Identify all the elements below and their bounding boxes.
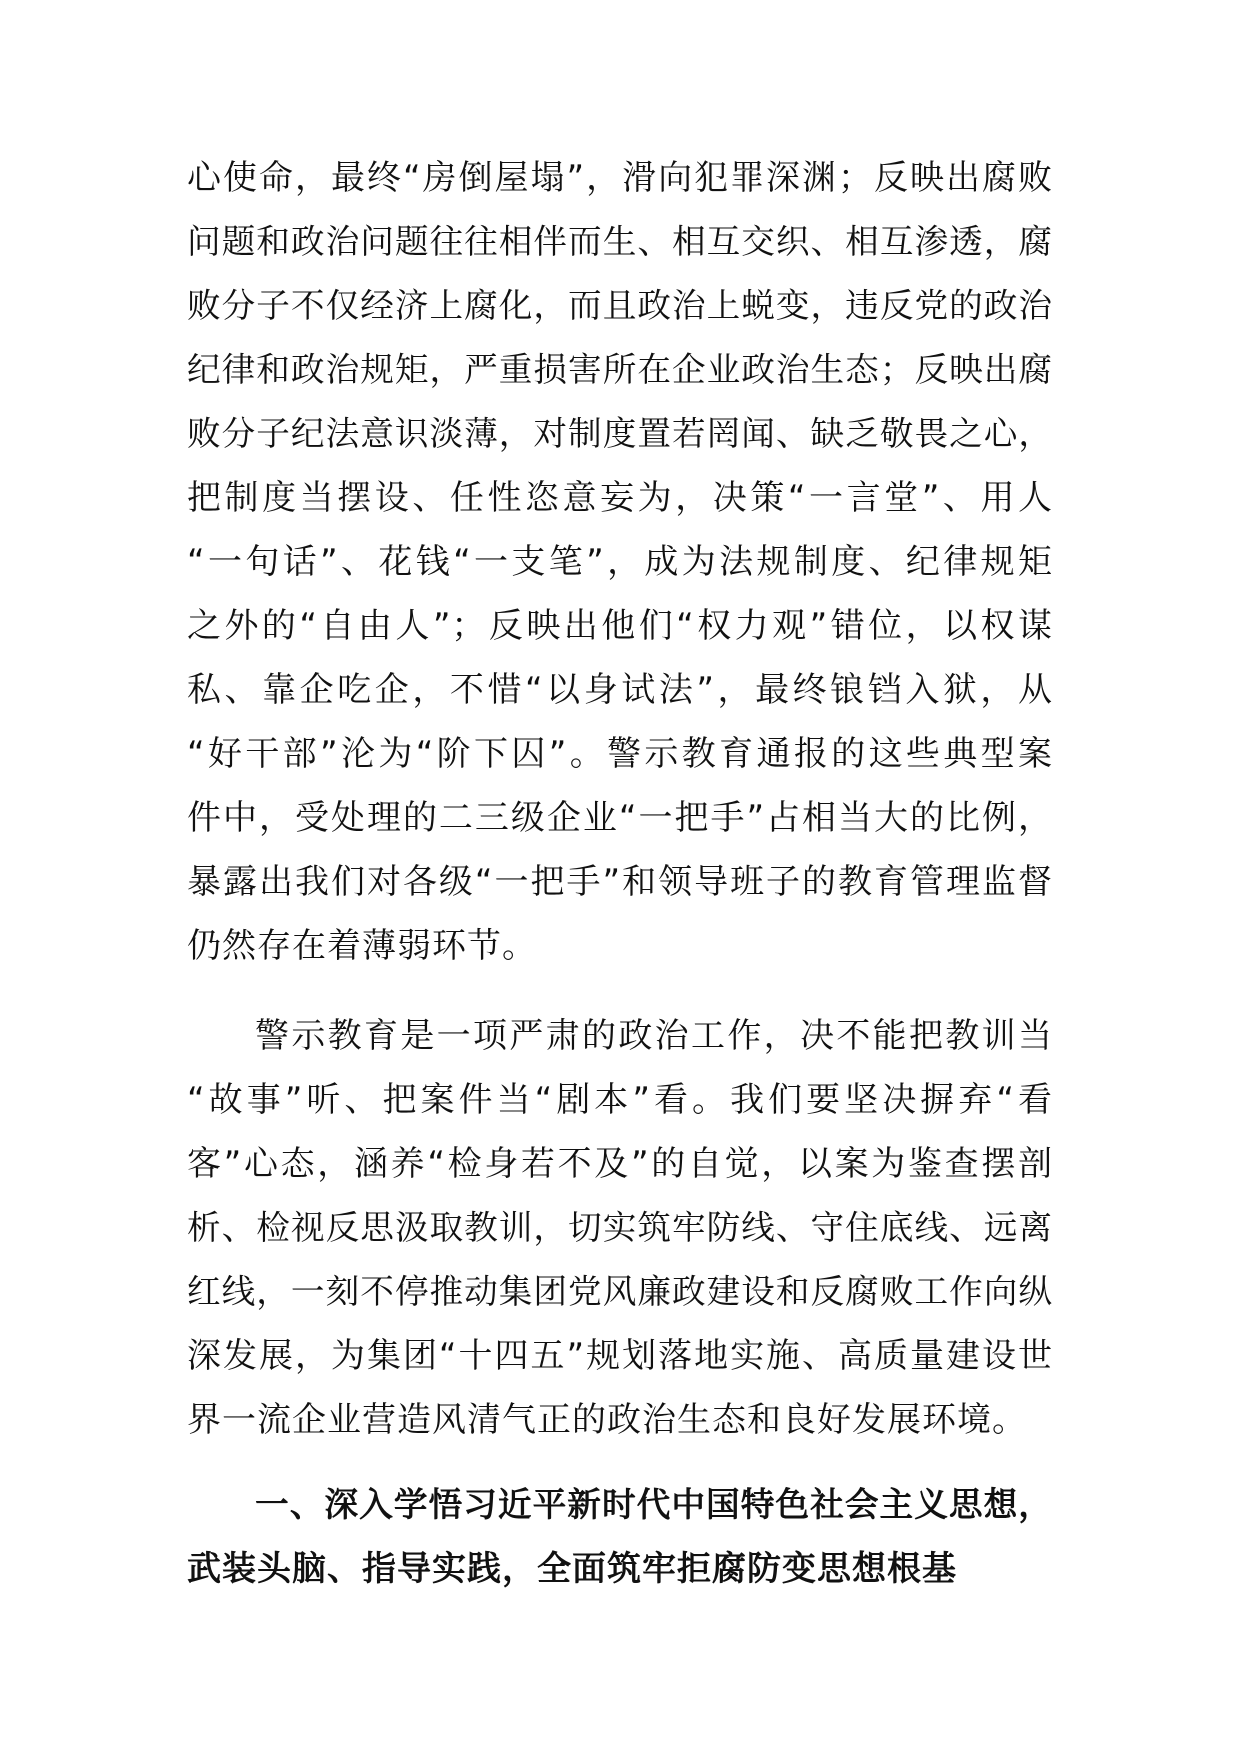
paragraph-warning-education: [187, 1004, 1053, 1452]
paragraph-line: 败分子不仅经济上腐化，而且政治上蜕变，违反党的政治: [187, 286, 1054, 325]
paragraph-line: 深发展，为集团“十四五”规划落地实施、高质量建设世: [187, 1336, 1053, 1376]
paragraph-line: 败分子纪法意识淡薄，对制度置若罔闻、缺乏敬畏之心，: [187, 414, 1054, 453]
paragraph-line: 界一流企业营造风清气正的政治生态和良好发展环境。: [187, 1400, 1027, 1440]
paragraph-line: 纪律和政治规矩，严重损害所在企业政治生态；反映出腐: [187, 350, 1054, 389]
paragraph-line: 析、检视反思汲取教训，切实筑牢防线、守住底线、远离: [187, 1208, 1054, 1247]
paragraph-line: 心使命，最终“房倒屋塌”，滑向犯罪深渊；反映出腐败: [187, 158, 1053, 198]
heading-line: 武装头脑、指导实践，全面筑牢拒腐防变思想根基: [187, 1549, 957, 1589]
paragraph-line: “故事”听、把案件当“剧本”看。我们要坚决摒弃“看: [187, 1080, 1053, 1120]
paragraph-line: 私、靠企吃企，不惜“以身试法”，最终锒铛入狱，从: [187, 670, 1053, 710]
paragraph-line: 件中，受处理的二三级企业“一把手”占相当大的比例，: [187, 798, 1053, 838]
section-heading: [187, 1473, 1053, 1601]
heading-line: 一、深入学悟习近平新时代中国特色社会主义思想，: [255, 1485, 1053, 1524]
paragraph-line: “好干部”沦为“阶下囚”。警示教育通报的这些典型案: [187, 734, 1053, 774]
paragraph-line: 把制度当摆设、任性恣意妄为，决策“一言堂”、用人: [187, 478, 1053, 518]
paragraph-line: “一句话”、花钱“一支笔”，成为法规制度、纪律规矩: [187, 542, 1053, 582]
paragraph-continuation: [187, 146, 1053, 978]
paragraph-line: 之外的“自由人”；反映出他们“权力观”错位，以权谋: [187, 606, 1053, 646]
paragraph-line: 警示教育是一项严肃的政治工作，决不能把教训当: [255, 1016, 1053, 1056]
paragraph-line: 暴露出我们对各级“一把手”和领导班子的教育管理监督: [187, 862, 1053, 902]
paragraph-line: 问题和政治问题往往相伴而生、相互交织、相互渗透，腐: [187, 222, 1054, 261]
paragraph-line: 客”心态，涵养“检身若不及”的自觉，以案为鉴查摆剖: [187, 1144, 1053, 1184]
paragraph-line: 仍然存在着薄弱环节。: [187, 926, 537, 966]
paragraph-line: 红线，一刻不停推动集团党风廉政建设和反腐败工作向纵: [187, 1272, 1054, 1311]
